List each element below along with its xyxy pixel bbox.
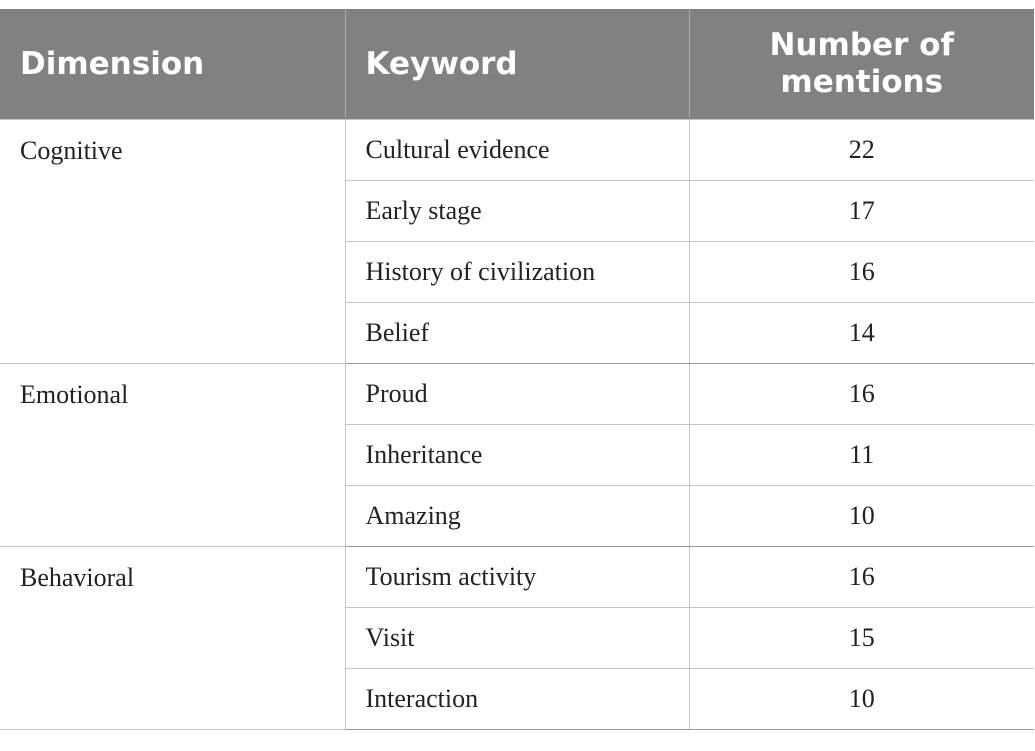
keyword-cell: Cultural evidence <box>345 120 689 181</box>
table-header <box>0 9 1034 120</box>
keyword-cell: Belief <box>345 303 689 364</box>
keyword-table-container <box>0 9 1034 730</box>
keyword-mentions-table <box>0 9 1034 730</box>
header-row <box>0 9 1034 120</box>
table-row <box>0 364 1034 425</box>
count-cell: 11 <box>689 425 1034 486</box>
count-cell: 16 <box>689 364 1034 425</box>
dimension-behavioral: Behavioral <box>0 547 345 730</box>
keyword-cell: Early stage <box>345 181 689 242</box>
table-row <box>0 547 1034 608</box>
keyword-cell: Proud <box>345 364 689 425</box>
table-body <box>0 120 1034 730</box>
count-cell: 17 <box>689 181 1034 242</box>
count-cell: 22 <box>689 120 1034 181</box>
header-number-of-mentions: Number of mentions <box>689 9 1034 120</box>
keyword-cell: Interaction <box>345 669 689 730</box>
table-row <box>0 120 1034 181</box>
keyword-cell: Tourism activity <box>345 547 689 608</box>
count-cell: 15 <box>689 608 1034 669</box>
count-cell: 16 <box>689 242 1034 303</box>
dimension-cognitive: Cognitive <box>0 120 345 364</box>
keyword-cell: Amazing <box>345 486 689 547</box>
header-dimension: Dimension <box>0 9 345 120</box>
count-cell: 14 <box>689 303 1034 364</box>
count-cell: 10 <box>689 486 1034 547</box>
keyword-cell: History of civilization <box>345 242 689 303</box>
keyword-cell: Inheritance <box>345 425 689 486</box>
dimension-emotional: Emotional <box>0 364 345 547</box>
header-keyword: Keyword <box>345 9 689 120</box>
count-cell: 16 <box>689 547 1034 608</box>
count-cell: 10 <box>689 669 1034 730</box>
keyword-cell: Visit <box>345 608 689 669</box>
